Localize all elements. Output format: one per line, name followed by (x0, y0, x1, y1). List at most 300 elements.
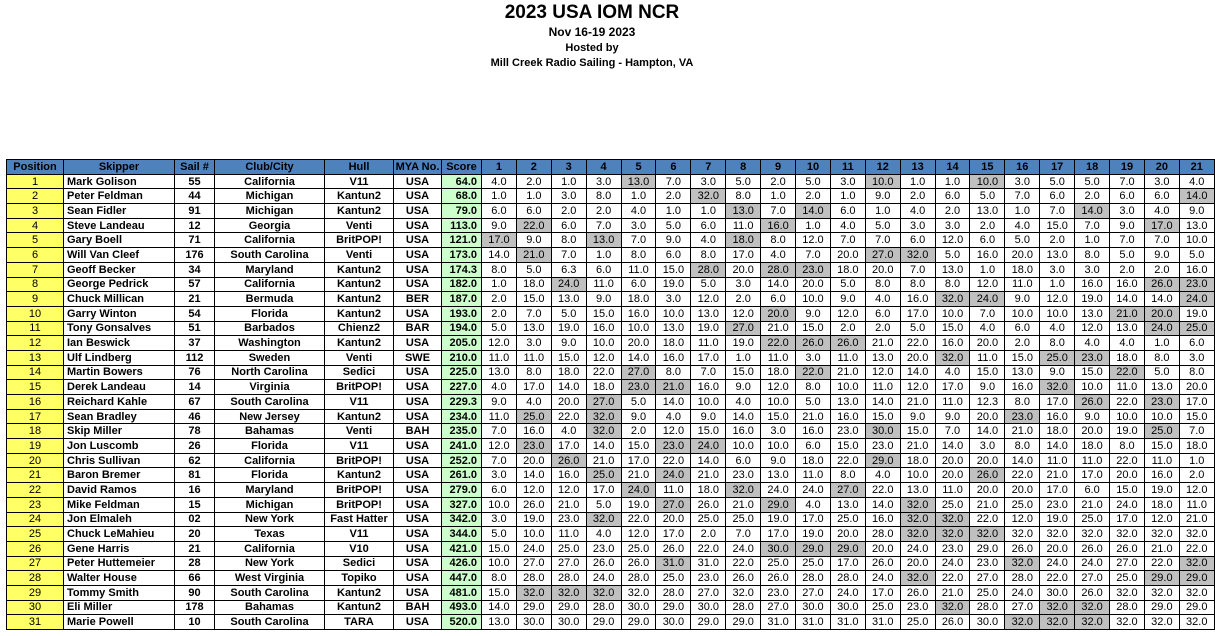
table-row (7, 615, 1215, 630)
table-row (7, 409, 1215, 424)
score-cell: 279.0 (442, 483, 482, 498)
race-score-cell: 7.0 (796, 248, 831, 263)
race-score-cell: 5.0 (935, 248, 970, 263)
race-score-cell: 13.0 (865, 350, 900, 365)
race-score-cell: 13.0 (656, 321, 691, 336)
race-score-cell: 3.0 (726, 277, 761, 292)
race-score-cell: 5.0 (726, 174, 761, 189)
race-score-cell: 11.0 (656, 483, 691, 498)
hull-cell: Kantun2 (325, 277, 394, 292)
race-score-cell: 5.0 (796, 395, 831, 410)
race-score-dropped-cell: 21.0 (516, 248, 551, 263)
race-column-header: 10 (796, 160, 831, 175)
sail-number-cell: 54 (175, 306, 215, 321)
race-score-cell: 9.0 (830, 292, 865, 307)
race-score-cell: 8.0 (726, 189, 761, 204)
race-column-header: 6 (656, 160, 691, 175)
race-score-cell: 4.0 (761, 248, 796, 263)
race-score-cell: 20.0 (621, 336, 656, 351)
column-header: Sail # (175, 160, 215, 175)
race-score-cell: 2.0 (761, 174, 796, 189)
race-score-cell: 13.0 (1144, 380, 1179, 395)
race-score-dropped-cell: 24.0 (1179, 292, 1214, 307)
table-row (7, 233, 1215, 248)
race-column-header: 4 (586, 160, 621, 175)
race-score-cell: 25.0 (1110, 571, 1145, 586)
race-score-cell: 10.0 (761, 439, 796, 454)
race-score-cell: 21.0 (761, 321, 796, 336)
club-city-cell: California (215, 541, 325, 556)
race-score-cell: 8.0 (1179, 365, 1214, 380)
race-score-cell: 20.0 (516, 453, 551, 468)
score-cell: 225.0 (442, 365, 482, 380)
race-score-cell: 12.0 (621, 527, 656, 542)
race-score-cell: 12.0 (1005, 512, 1040, 527)
hull-cell: Fast Hatter (325, 512, 394, 527)
mya-number-cell: USA (394, 233, 442, 248)
race-score-cell: 8.0 (482, 571, 517, 586)
hull-cell: Venti (325, 350, 394, 365)
race-score-cell: 28.0 (621, 571, 656, 586)
race-score-cell: 13.0 (1005, 365, 1040, 380)
race-score-cell: 17.0 (1179, 395, 1214, 410)
race-score-cell: 10.0 (761, 395, 796, 410)
race-score-dropped-cell: 32.0 (586, 409, 621, 424)
race-score-cell: 6.0 (691, 218, 726, 233)
race-score-cell: 6.0 (830, 204, 865, 219)
sail-number-cell: 14 (175, 380, 215, 395)
score-cell: 447.0 (442, 571, 482, 586)
position-cell: 21 (7, 468, 64, 483)
race-score-cell: 10.0 (482, 497, 517, 512)
race-score-cell: 3.0 (761, 424, 796, 439)
race-score-cell: 29.0 (691, 615, 726, 630)
race-score-dropped-cell: 24.0 (621, 483, 656, 498)
race-score-dropped-cell: 17.0 (1144, 218, 1179, 233)
race-score-cell: 9.0 (1179, 204, 1214, 219)
table-row (7, 571, 1215, 586)
race-score-dropped-cell: 32.0 (935, 527, 970, 542)
race-score-cell: 1.0 (1075, 233, 1110, 248)
race-score-cell: 1.0 (482, 189, 517, 204)
race-score-cell: 1.0 (761, 189, 796, 204)
race-score-dropped-cell: 24.0 (551, 277, 586, 292)
race-score-cell: 13.0 (830, 395, 865, 410)
race-score-cell: 1.0 (796, 218, 831, 233)
race-score-cell: 11.0 (1144, 453, 1179, 468)
club-city-cell: Texas (215, 527, 325, 542)
race-score-dropped-cell: 32.0 (1075, 615, 1110, 630)
race-score-cell: 12.0 (865, 365, 900, 380)
race-score-cell: 10.0 (621, 321, 656, 336)
race-score-cell: 22.0 (586, 365, 621, 380)
race-score-dropped-cell: 17.0 (482, 233, 517, 248)
race-score-dropped-cell: 29.0 (796, 541, 831, 556)
race-score-cell: 12.0 (691, 292, 726, 307)
race-score-cell: 12.3 (970, 395, 1005, 410)
race-score-cell: 22.0 (900, 336, 935, 351)
race-score-cell: 26.0 (726, 571, 761, 586)
hull-cell: Topiko (325, 571, 394, 586)
club-city-cell: Washington (215, 336, 325, 351)
position-cell: 7 (7, 262, 64, 277)
race-score-cell: 22.0 (551, 409, 586, 424)
sail-number-cell: 112 (175, 350, 215, 365)
race-score-cell: 8.0 (586, 189, 621, 204)
race-score-cell: 27.0 (796, 585, 831, 600)
race-score-cell: 7.0 (761, 204, 796, 219)
score-cell: 241.0 (442, 439, 482, 454)
race-score-cell: 15.0 (1040, 218, 1075, 233)
score-cell: 194.0 (442, 321, 482, 336)
race-score-cell: 32.0 (1110, 585, 1145, 600)
race-score-dropped-cell: 28.0 (761, 262, 796, 277)
race-score-cell: 8.0 (1005, 395, 1040, 410)
race-score-cell: 2.0 (1005, 336, 1040, 351)
position-cell: 26 (7, 541, 64, 556)
race-score-cell: 6.0 (900, 233, 935, 248)
race-score-cell: 8.0 (482, 262, 517, 277)
table-row (7, 174, 1215, 189)
race-score-cell: 22.0 (726, 556, 761, 571)
race-score-cell: 18.0 (1110, 350, 1145, 365)
sail-number-cell: 21 (175, 292, 215, 307)
hull-cell: Kantun2 (325, 600, 394, 615)
skipper-cell: Peter Huttemeier (64, 556, 175, 571)
race-score-cell: 9.0 (865, 189, 900, 204)
race-score-cell: 8.0 (1005, 439, 1040, 454)
position-cell: 10 (7, 306, 64, 321)
race-score-cell: 11.0 (865, 380, 900, 395)
position-cell: 31 (7, 615, 64, 630)
race-score-cell: 8.0 (656, 365, 691, 380)
race-score-cell: 24.0 (865, 571, 900, 586)
race-score-cell: 21.0 (726, 497, 761, 512)
race-score-cell: 19.0 (1040, 512, 1075, 527)
race-score-cell: 16.0 (796, 424, 831, 439)
race-score-cell: 7.0 (1040, 204, 1075, 219)
race-score-cell: 9.0 (482, 218, 517, 233)
sail-number-cell: 51 (175, 321, 215, 336)
race-score-cell: 29.0 (516, 600, 551, 615)
race-score-cell: 20.0 (551, 395, 586, 410)
hull-cell: Sedici (325, 556, 394, 571)
hull-cell: TARA (325, 615, 394, 630)
mya-number-cell: USA (394, 615, 442, 630)
mya-number-cell: USA (394, 571, 442, 586)
race-score-cell: 2.0 (1075, 189, 1110, 204)
table-row (7, 439, 1215, 454)
skipper-cell: George Pedrick (64, 277, 175, 292)
race-score-cell: 6.0 (1144, 189, 1179, 204)
race-score-cell: 18.0 (1075, 439, 1110, 454)
race-score-cell: 8.0 (621, 248, 656, 263)
race-score-cell: 4.0 (865, 292, 900, 307)
race-score-cell: 7.0 (551, 248, 586, 263)
score-cell: 327.0 (442, 497, 482, 512)
race-score-cell: 18.0 (761, 365, 796, 380)
mya-number-cell: USA (394, 204, 442, 219)
sail-number-cell: 46 (175, 409, 215, 424)
race-score-cell: 25.0 (796, 556, 831, 571)
race-score-cell: 17.0 (761, 527, 796, 542)
race-score-cell: 2.0 (900, 189, 935, 204)
position-cell: 14 (7, 365, 64, 380)
race-score-dropped-cell: 27.0 (586, 395, 621, 410)
hosted-by-label: Hosted by (565, 42, 619, 54)
race-score-cell: 7.0 (865, 233, 900, 248)
hull-cell: V10 (325, 541, 394, 556)
race-score-cell: 20.0 (900, 556, 935, 571)
club-city-cell: California (215, 233, 325, 248)
hull-cell: BritPOP! (325, 483, 394, 498)
race-score-cell: 28.0 (1110, 600, 1145, 615)
race-score-cell: 7.0 (830, 233, 865, 248)
race-score-cell: 21.0 (900, 439, 935, 454)
club-city-cell: New Jersey (215, 409, 325, 424)
race-score-cell: 15.0 (1179, 409, 1214, 424)
race-score-cell: 31.0 (796, 615, 831, 630)
race-score-cell: 9.0 (621, 409, 656, 424)
race-score-cell: 32.0 (1110, 527, 1145, 542)
race-score-cell: 22.0 (935, 571, 970, 586)
race-score-cell: 17.0 (726, 248, 761, 263)
race-score-cell: 27.0 (551, 556, 586, 571)
race-score-cell: 28.0 (586, 600, 621, 615)
table-body (7, 174, 1215, 629)
host-club: Mill Creek Radio Sailing - Hampton, VA (490, 57, 694, 69)
race-score-cell: 14.0 (1005, 453, 1040, 468)
race-score-cell: 4.0 (621, 204, 656, 219)
table-row (7, 218, 1215, 233)
race-score-cell: 23.0 (1040, 497, 1075, 512)
race-score-cell: 8.0 (900, 277, 935, 292)
race-score-cell: 4.0 (482, 380, 517, 395)
race-score-cell: 29.0 (656, 600, 691, 615)
race-score-cell: 5.0 (482, 321, 517, 336)
race-score-cell: 1.0 (726, 350, 761, 365)
race-score-dropped-cell: 32.0 (516, 585, 551, 600)
race-score-cell: 4.0 (586, 527, 621, 542)
position-cell: 27 (7, 556, 64, 571)
race-score-cell: 31.0 (691, 556, 726, 571)
race-score-cell: 8.0 (551, 233, 586, 248)
race-score-cell: 21.0 (970, 497, 1005, 512)
club-city-cell: North Carolina (215, 365, 325, 380)
race-score-dropped-cell: 23.0 (1005, 409, 1040, 424)
race-score-dropped-cell: 32.0 (1040, 600, 1075, 615)
race-score-cell: 2.0 (796, 189, 831, 204)
sail-number-cell: 57 (175, 277, 215, 292)
race-score-cell: 25.0 (621, 541, 656, 556)
race-score-cell: 2.0 (482, 306, 517, 321)
race-score-cell: 3.0 (482, 468, 517, 483)
race-score-cell: 8.0 (761, 233, 796, 248)
skipper-cell: Martin Bowers (64, 365, 175, 380)
race-score-dropped-cell: 24.0 (691, 439, 726, 454)
club-city-cell: South Carolina (215, 585, 325, 600)
race-score-cell: 29.0 (1179, 600, 1214, 615)
race-score-cell: 13.0 (1075, 306, 1110, 321)
race-score-cell: 16.0 (1040, 409, 1075, 424)
race-score-cell: 2.0 (691, 527, 726, 542)
race-score-cell: 19.0 (1179, 306, 1214, 321)
race-score-cell: 26.0 (1075, 585, 1110, 600)
table-row (7, 424, 1215, 439)
race-score-cell: 13.0 (900, 483, 935, 498)
race-score-cell: 12.0 (482, 336, 517, 351)
race-score-cell: 21.0 (1144, 541, 1179, 556)
race-score-cell: 16.0 (691, 380, 726, 395)
race-score-cell: 12.0 (1075, 321, 1110, 336)
hull-cell: BritPOP! (325, 380, 394, 395)
race-score-cell: 12.0 (1040, 292, 1075, 307)
race-score-cell: 1.0 (621, 189, 656, 204)
score-cell: 252.0 (442, 453, 482, 468)
race-score-cell: 5.0 (1005, 233, 1040, 248)
race-score-cell: 22.0 (1040, 571, 1075, 586)
race-score-cell: 29.0 (1144, 600, 1179, 615)
skipper-cell: Gene Harris (64, 541, 175, 556)
race-score-cell: 21.0 (935, 585, 970, 600)
mya-number-cell: BAH (394, 600, 442, 615)
race-score-cell: 15.0 (621, 439, 656, 454)
race-score-cell: 15.0 (586, 306, 621, 321)
skipper-cell: Will Van Cleef (64, 248, 175, 263)
race-score-cell: 23.0 (586, 541, 621, 556)
score-cell: 520.0 (442, 615, 482, 630)
race-score-cell: 31.0 (830, 615, 865, 630)
race-score-cell: 3.0 (796, 350, 831, 365)
race-score-cell: 7.0 (482, 453, 517, 468)
race-score-cell: 10.0 (1110, 409, 1145, 424)
race-score-cell: 22.0 (621, 512, 656, 527)
skipper-cell: Eli Miller (64, 600, 175, 615)
skipper-cell: Sean Fidler (64, 204, 175, 219)
race-score-cell: 3.0 (935, 218, 970, 233)
race-score-cell: 24.0 (1005, 585, 1040, 600)
race-column-header: 12 (865, 160, 900, 175)
race-score-cell: 23.0 (691, 571, 726, 586)
race-score-cell: 27.0 (970, 571, 1005, 586)
race-score-cell: 17.0 (1075, 468, 1110, 483)
race-score-cell: 21.0 (900, 395, 935, 410)
race-score-cell: 26.0 (621, 556, 656, 571)
race-score-cell: 27.0 (691, 585, 726, 600)
position-cell: 28 (7, 571, 64, 586)
race-score-cell: 32.0 (1144, 615, 1179, 630)
column-header: Score (442, 160, 482, 175)
race-score-cell: 6.0 (586, 262, 621, 277)
race-score-cell: 7.0 (586, 218, 621, 233)
race-score-cell: 17.0 (900, 306, 935, 321)
race-score-cell: 21.0 (1040, 468, 1075, 483)
race-score-cell: 3.0 (1040, 262, 1075, 277)
race-score-cell: 2.0 (516, 174, 551, 189)
race-score-dropped-cell: 10.0 (970, 174, 1005, 189)
club-city-cell: Michigan (215, 204, 325, 219)
table-row (7, 189, 1215, 204)
race-score-cell: 4.0 (900, 204, 935, 219)
race-score-cell: 30.0 (691, 600, 726, 615)
position-cell: 2 (7, 189, 64, 204)
race-score-cell: 16.0 (1144, 468, 1179, 483)
race-score-cell: 30.0 (656, 615, 691, 630)
race-score-cell: 13.0 (935, 262, 970, 277)
race-score-cell: 27.0 (1110, 556, 1145, 571)
hull-cell: Kantun2 (325, 204, 394, 219)
club-city-cell: Florida (215, 468, 325, 483)
race-score-cell: 10.0 (830, 380, 865, 395)
race-score-cell: 24.0 (1075, 556, 1110, 571)
score-cell: 113.0 (442, 218, 482, 233)
hull-cell: V11 (325, 527, 394, 542)
hull-cell: Kantun2 (325, 306, 394, 321)
race-score-cell: 29.0 (726, 615, 761, 630)
club-city-cell: Georgia (215, 218, 325, 233)
skipper-cell: Ian Beswick (64, 336, 175, 351)
race-score-dropped-cell: 27.0 (726, 321, 761, 336)
skipper-cell: Reichard Kahle (64, 395, 175, 410)
race-score-cell: 24.0 (830, 585, 865, 600)
race-score-cell: 22.0 (656, 453, 691, 468)
race-score-cell: 19.0 (656, 277, 691, 292)
race-score-cell: 20.0 (1040, 541, 1075, 556)
race-score-cell: 7.0 (1110, 174, 1145, 189)
race-score-cell: 30.0 (516, 615, 551, 630)
race-score-cell: 1.0 (516, 189, 551, 204)
race-score-cell: 22.0 (1179, 541, 1214, 556)
race-score-cell: 3.0 (900, 218, 935, 233)
race-score-cell: 10.0 (691, 395, 726, 410)
race-score-cell: 16.0 (726, 424, 761, 439)
sail-number-cell: 37 (175, 336, 215, 351)
race-score-cell: 12.0 (935, 233, 970, 248)
race-score-cell: 7.0 (656, 174, 691, 189)
race-score-cell: 11.0 (830, 350, 865, 365)
race-score-cell: 15.0 (1144, 439, 1179, 454)
race-score-cell: 27.0 (516, 556, 551, 571)
race-score-dropped-cell: 23.0 (656, 439, 691, 454)
race-score-cell: 5.0 (551, 306, 586, 321)
race-score-cell: 1.0 (970, 262, 1005, 277)
race-score-dropped-cell: 30.0 (761, 541, 796, 556)
race-score-dropped-cell: 23.0 (1179, 277, 1214, 292)
race-score-cell: 28.0 (796, 571, 831, 586)
race-score-cell: 10.0 (726, 439, 761, 454)
race-score-cell: 2.0 (621, 424, 656, 439)
race-score-dropped-cell: 32.0 (691, 189, 726, 204)
race-score-dropped-cell: 26.0 (551, 453, 586, 468)
mya-number-cell: USA (394, 439, 442, 454)
sail-number-cell: 62 (175, 453, 215, 468)
race-score-cell: 12.0 (796, 233, 831, 248)
race-score-cell: 7.0 (900, 262, 935, 277)
race-column-header: 2 (516, 160, 551, 175)
club-city-cell: Virginia (215, 380, 325, 395)
race-score-cell: 7.0 (482, 424, 517, 439)
race-score-cell: 8.0 (830, 468, 865, 483)
race-score-cell: 26.0 (1110, 541, 1145, 556)
sail-number-cell: 176 (175, 248, 215, 263)
column-header: Skipper (64, 160, 175, 175)
race-score-cell: 9.0 (1075, 409, 1110, 424)
mya-number-cell: USA (394, 336, 442, 351)
skipper-cell: Peter Feldman (64, 189, 175, 204)
race-score-cell: 32.0 (1179, 615, 1214, 630)
race-score-cell: 20.0 (970, 409, 1005, 424)
race-score-cell: 31.0 (865, 615, 900, 630)
